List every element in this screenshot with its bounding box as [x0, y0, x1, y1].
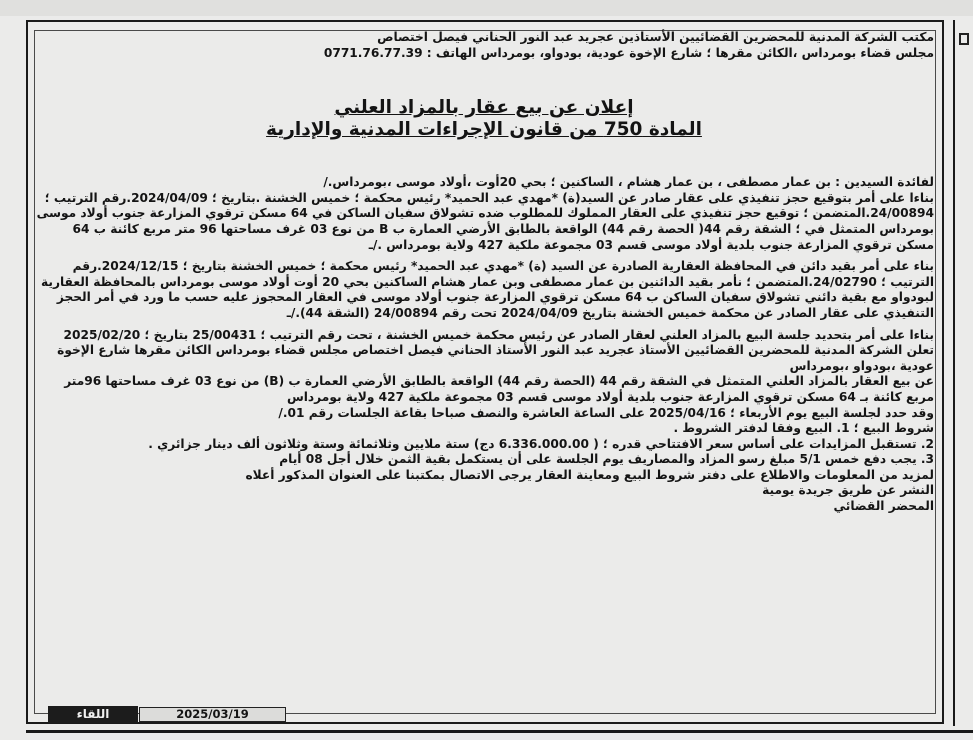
office-header-line-1: مكتب الشركة المدنية للمحضرين القضائيين الأستاذين عجريد عبد النور الحناني فيصل اختصاص [377, 30, 934, 44]
property-description-paragraph: عن بيع العقار بالمزاد العلني المتمثل في الشقة رقم 44 (الحصة رقم 44) الواقعة بالطابق الأرضي العمارة ب (B) من نوع 03 غرف مساحتها 96متر مربع كائنة بـ 64 مسكن ترقوي المزارعة جنوب بلدية أولاد موسى قسم 03 مجموعة ملكية 427 ولاية بومرداس [64, 374, 934, 404]
publication-line: النشر عن طريق جريدة يومية [762, 483, 934, 498]
bailiff-signature: المحضر القضائي [833, 499, 934, 514]
sale-condition-3: 3. يجب دفع خمس 5/1 مبلغ رسو المزاد والمصاريف يوم الجلسة على أن يستكمل بقية الثمن خلال أجل 08 أيام [279, 452, 934, 467]
more-info-line: لمزيد من المعلومات والاطلاع على دفتر شروط البيع ومعاينة العقار يرجى الاتصال بمكتبنا على العنوان المذكور أعلاه [245, 467, 934, 482]
notice-subtitle [34, 119, 934, 141]
notice-title-text: إعلان عن بيع عقار بالمزاد العلني [334, 97, 634, 119]
beneficiaries-paragraph: لفائدة السيدين : بن عمار مصطفى ، بن عمار هشام ، الساكنين ؛ بحي 20أوت ،أولاد موسى ،بومرداس./ [323, 175, 934, 190]
publication-date: 2025/03/19 [139, 707, 286, 722]
adjacent-column-border [953, 20, 973, 726]
notice-title [34, 97, 934, 119]
office-header-line-2: مجلس قضاء بومرداس ،الكائن مقرها ؛ شارع الإخوة عودية، بودواو، بومرداس الهاتف : 0771.76.77.39 [323, 45, 934, 60]
sale-conditions-title: شروط البيع ؛ 1. البيع وفقا لدفتر الشروط . [673, 421, 934, 436]
adjacent-column-mark [959, 33, 969, 45]
publication-footer [46, 706, 249, 724]
bottom-rule [26, 730, 973, 733]
announcement-paragraph: تعلن الشركة المدنية للمحضرين القضائيين الأستاذ عجريد عبد النور الأستاذ الحناني فيصل اختصاص مجلس قضاء بومرداس الكائن مقرها شارع الإخوة عودية ،بودواو ،بومرداس [57, 343, 934, 373]
session-date-paragraph: وقد حدد لجلسة البيع يوم الأربعاء ؛ 2025/04/16 على الساعة العاشرة والنصف صباحا بقاعة الجلسات رقم 01./ [278, 405, 934, 420]
notice-body [34, 175, 934, 514]
notice-subtitle-text: المادة 750 من قانون الإجراءات المدنية والإدارية [266, 119, 702, 141]
sale-condition-2: 2. تستقبل المزايدات على أساس سعر الافتتاحي قدره ؛ ( 6.336.000.00 دج) ستة ملايين وثلاثمائة وستة وثلاثون ألف دينار جزائري . [148, 436, 934, 451]
seizure-order-paragraph: بناءا على أمر بتوقيع حجز تنفيذي على عقار صادر عن السيد(ة) *مهدي عبد الحميد* رئيس محكمة ؛ خميس الخشنة .بتاريخ ؛ 2024/04/09.رقم الترتيب ؛ 24/00894.المتضمن ؛ توقيع حجز تنفيذي على العقار المملوك للمطلوب ضده تشولاق سفيان الساكن في 64 مسكن ترقوي المزارعة جنوب أولاد موسى بومرداس المتمثل في ؛ الشقة رقم 44( الحصة رقم 44) الواقعة بالطابق الأرضي العمارة ب B من نوع 03 غرف مساحتها 96 متر مربع كائنة ب 64 مسكن ترقوي المزارعة جنوب بلدية أولاد موسى قسم 03 مجموعة ملكية 427 ولاية بومرداس ./ـ [36, 190, 934, 252]
sale-session-order-paragraph: بناءا على أمر بتحديد جلسة البيع بالمزاد العلني لعقار الصادر عن رئيس محكمة خميس الخشنة ، تحت رقم الترتيب ؛ 25/00431 بتاريخ ؛ 2025/02/20 [63, 327, 934, 342]
creditor-registration-paragraph: بناء على أمر بقيد دائن في المحافظة العقارية الصادرة عن السيد (ة) *مهدي عبد الحميد* رئيس محكمة ؛ خميس الخشنة بتاريخ ؛ 2024/12/15.رقم الترتيب ؛ 24/02790.المتضمن ؛ نأمر بقيد الدائنين بن عمار مصطفى وبن عمار هشام الساكنين بحي 20 أوت أولاد موسى بومرداس بالمحافظة العقارية لبودواو مع بقية دائني تشولاق سفيان الساكن ب 64 مسكن ترقوي المزارعة جنوب أولاد موسى في العقار المحجوز عليه حسب ما ورد في أمر الحجز التنفيذي على عقار الصادر عن محكمة خميس الخشنة بتاريخ 2024/04/09 تحت رقم 24/00894 (الشقة 44)./ـ [41, 259, 934, 320]
top-margin [0, 0, 973, 16]
newspaper-name-badge: اللقاء [48, 706, 138, 723]
notice-content [34, 30, 934, 515]
